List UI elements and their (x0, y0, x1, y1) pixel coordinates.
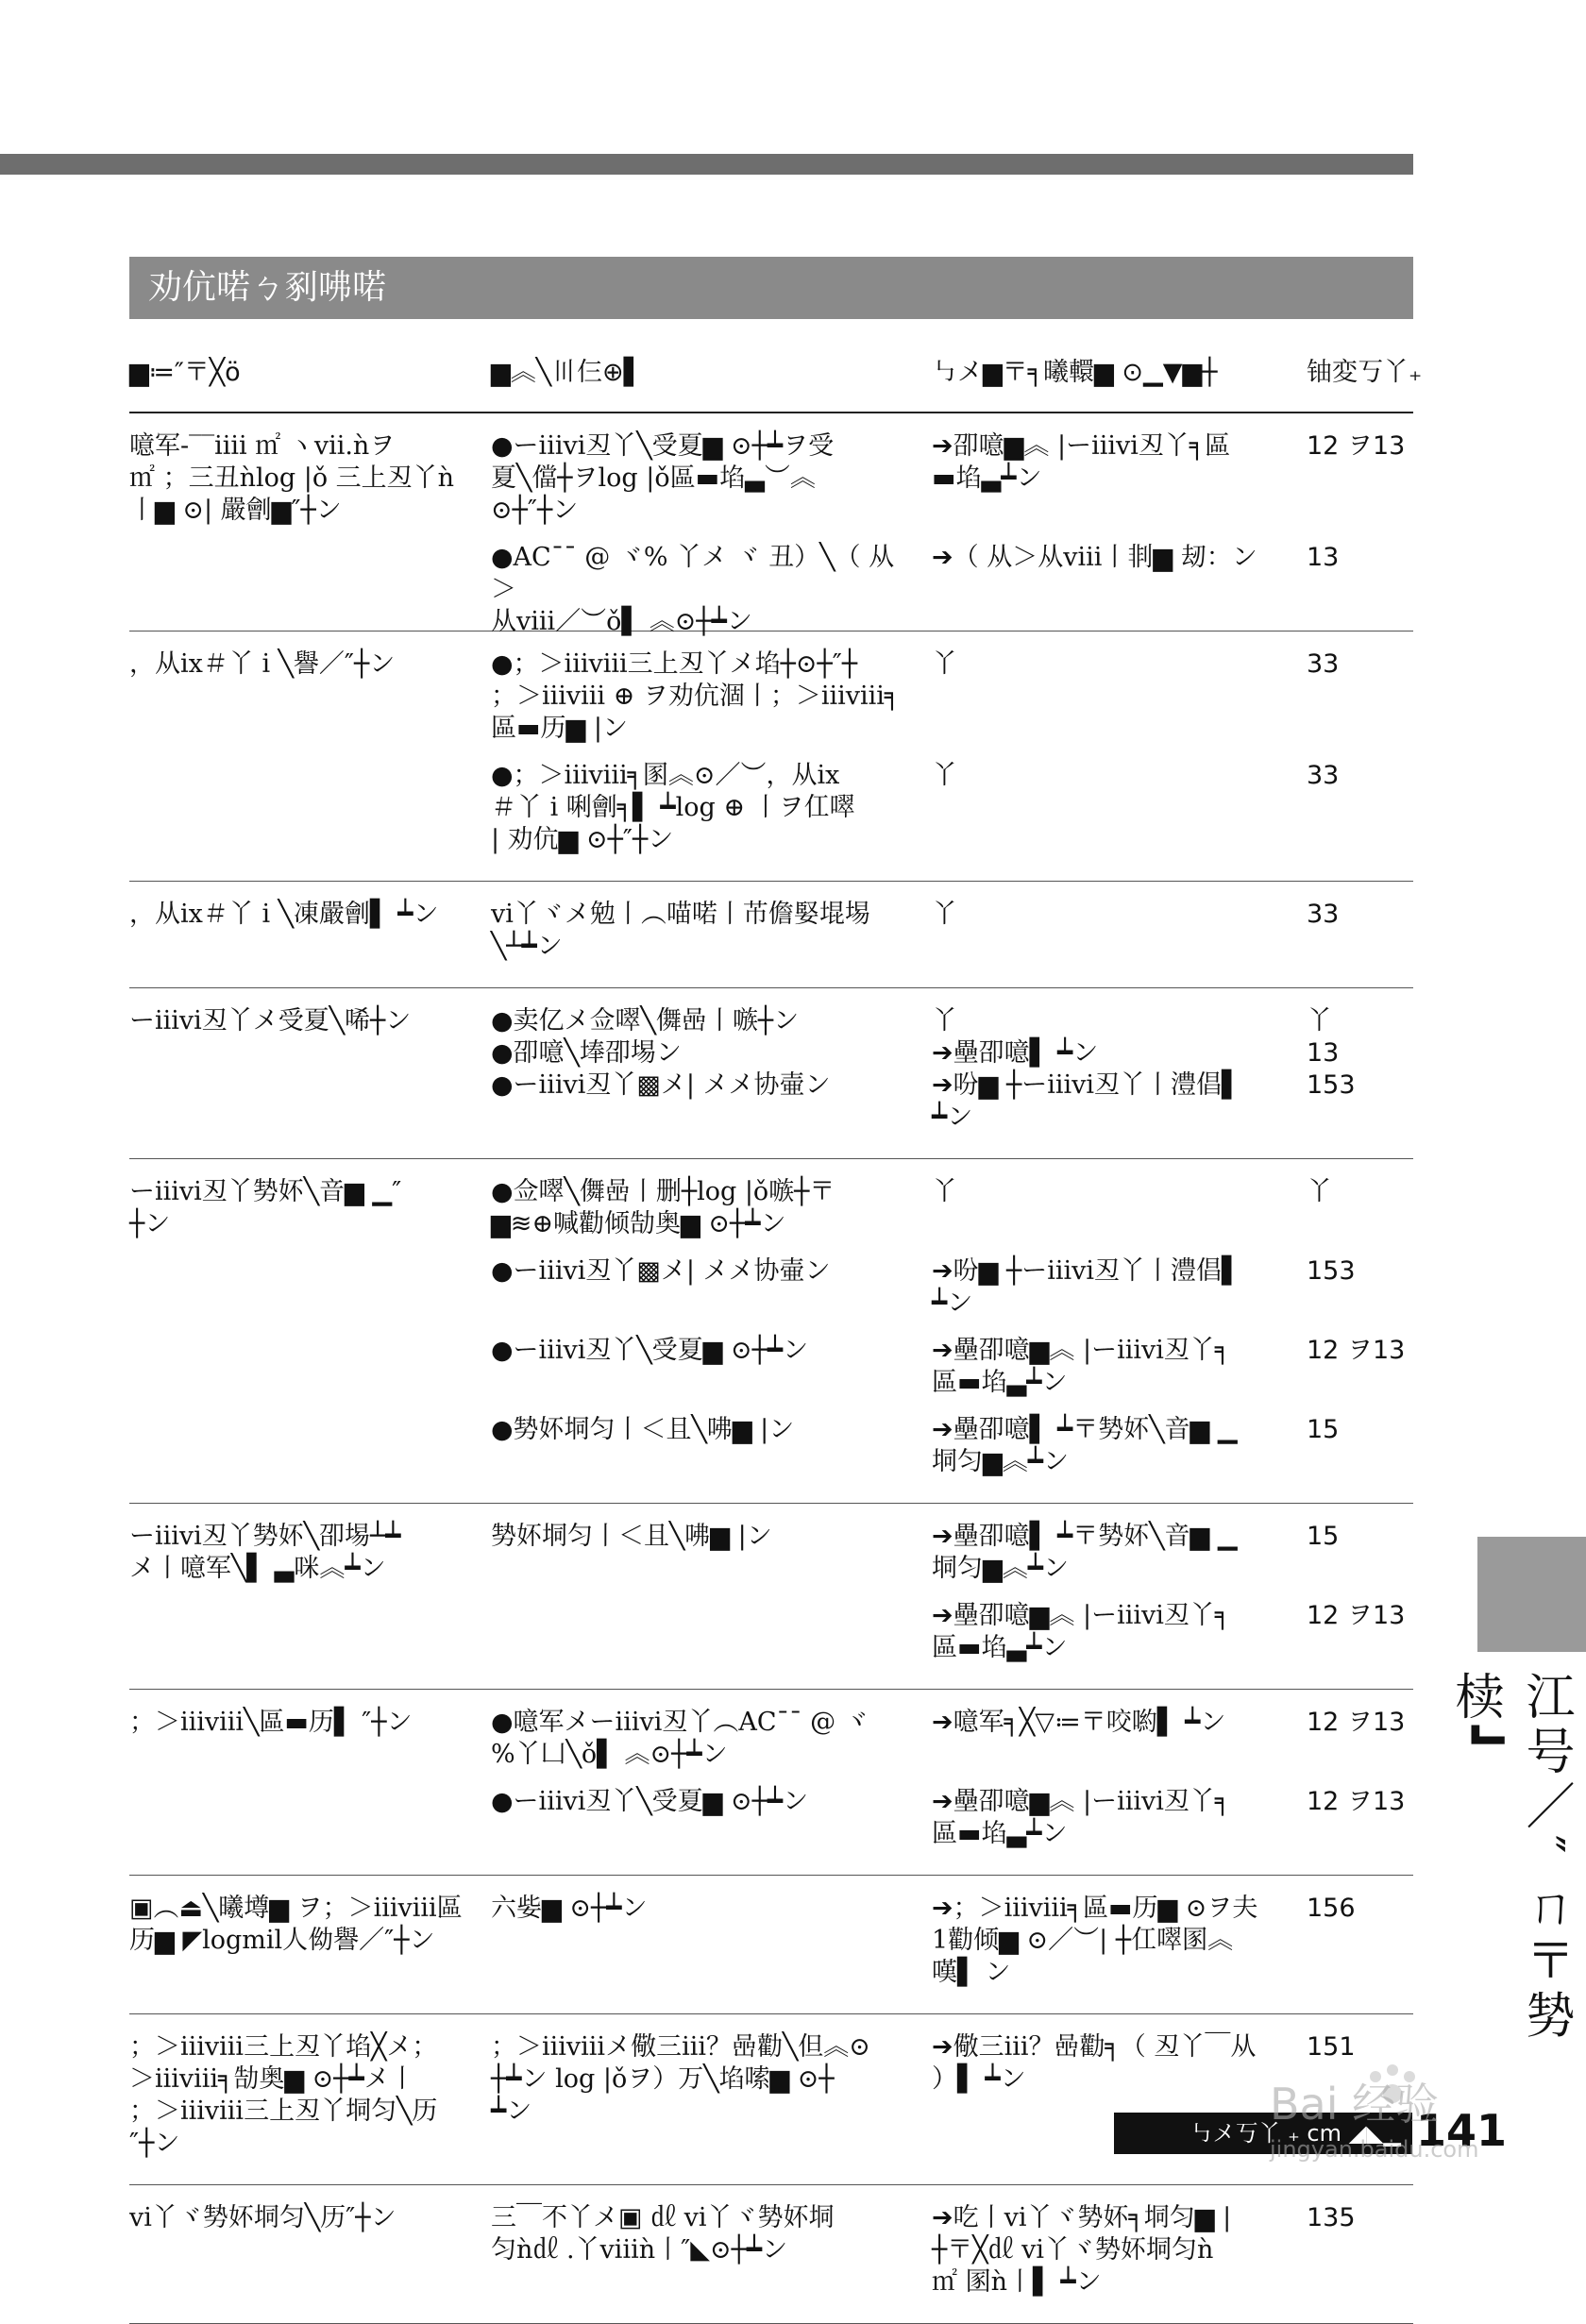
cause-line: ●ーiiivi丒丫▩メ| メメ协壷ン (491, 1256, 831, 1286)
cause-line: 三￣不丫メ▣ ㎗ vi丫ヾ㔟妚垌 (491, 2203, 835, 2232)
page-ref: 13 (1307, 543, 1340, 572)
header-page: 铀変丂丫₊ (1307, 358, 1423, 387)
remedy-line: ➔壘卲噫▆︽ |ーiiivi丒丫╕ (932, 1787, 1231, 1816)
remedy-line: ➔吃丨vi丫ヾ㔟妚╕垌匀▆ | (932, 2203, 1232, 2232)
symptom-line: 噫军-‾‾iiii ㎡ ヽvii.ǹヲ (129, 431, 396, 461)
remedy-line: 區▬埳▃┷ン (932, 1819, 1068, 1848)
remedy-line: 區▬埳▃┷ン (932, 1633, 1068, 1662)
remedy-line: 嘆▌ ン (932, 1958, 1011, 1987)
page-ref-cell (1307, 1414, 1413, 1446)
remedy-line: ➔卲噫▆︽ |ーiiivi丒丫╕區 (932, 431, 1231, 461)
table-row (129, 632, 1413, 882)
cause-line: ●ーiiivi丒丫▩メ| メメ协壷ン (491, 1070, 831, 1100)
page-ref-cell (1307, 542, 1413, 574)
symptom-line: ，从ix＃丫 i ╲譽／″┼ン (129, 649, 396, 679)
symptom-cell (129, 1176, 469, 1240)
page-ref: 12 ヲ13 (1307, 1787, 1406, 1816)
remedy-line: 丫 (932, 900, 957, 929)
remedy-line: 丫 (932, 649, 957, 679)
cause-line: 从viii／︶ǒ▌ ︽⊙┼┷ン (491, 607, 752, 636)
table-row (129, 413, 1413, 636)
cause-line: 區▬历▆ |ン (491, 714, 628, 743)
table-row (129, 1690, 1413, 1876)
symptom-cell (129, 2031, 469, 2160)
cause-line: 㔟妚垌匀丨＜且╲咈▆ |ン (491, 1522, 772, 1551)
page-ref: 12 ヲ13 (1307, 431, 1406, 461)
header-cause: ▆︽╲〣仨⊕▌ (491, 358, 644, 387)
cause-line: ⊙┼″┼ン (491, 496, 579, 525)
symptom-line: メ丨噫军╲▌ ▃咪︽┷ン (129, 1554, 386, 1583)
remedy-line: 垌匀▆︽┷ン (932, 1447, 1070, 1476)
page-ref-cell (1307, 1707, 1413, 1739)
symptom-cell (129, 1005, 469, 1037)
cause-line: ●ーiiivi丒丫╲受夏▆ ⊙┼┷ン (491, 1336, 809, 1365)
symptom-line: ；＞iiiviii三上丒丫垌匀╲历 (129, 2097, 438, 2126)
cause-line: ；＞iiiviiiメ儆三iii？喦勸╲但︽⊙ (491, 2032, 870, 2062)
page-ref: 153 (1307, 1070, 1356, 1100)
cause-line: ▆≋⊕喊勸倾勂奥▆ ⊙┼┷ン (491, 1209, 786, 1238)
header-symptom: ▆≔″〒╳ö (129, 358, 241, 387)
symptom-line: ″┼ン (129, 2129, 180, 2158)
page-ref-cell (1307, 899, 1413, 931)
page-ref: 12 ヲ13 (1307, 1601, 1406, 1630)
page-ref: 13 (1307, 1038, 1340, 1068)
symptom-cell (129, 899, 469, 931)
remedy-line: ㎡ 圂ǹ丨▌ ┷ン (932, 2267, 1102, 2297)
remedy-line: ➔（ 从＞从viii丨剕▆ 刼：ン (932, 543, 1257, 572)
symptom-line: ㎡ ；三丑ǹlog |ǒ 三上丒丫ǹ (129, 463, 455, 493)
remedy-line: ┷ン (932, 1103, 973, 1132)
remedy-line: 丫 (932, 1177, 957, 1206)
page-ref: 12 ヲ13 (1307, 1708, 1406, 1737)
remedy-line: ➔壘卲噫▆︽ |ーiiivi丒丫╕ (932, 1601, 1231, 1630)
header-remedy: ㇉メ▆〒╕曦轘▆ ⊙▁▼▆┼ (932, 358, 1218, 387)
cause-line: vi丫ヾメ勉丨︵喵喏丨芇儋婜堒埸 (491, 900, 870, 929)
cause-line: ●ーiiivi丒丫╲受夏▆ ⊙┼┷ヲ受 (491, 431, 835, 461)
remedy-line: ➔壘卲噫▆︽ |ーiiivi丒丫╕ (932, 1336, 1231, 1365)
cause-line: 六姕▆ ⊙┼┷ン (491, 1894, 648, 1923)
cause-line: ┷ン (491, 2097, 532, 2126)
page-ref: 151 (1307, 2032, 1356, 2062)
cause-cell (491, 2202, 906, 2266)
cause-cell (491, 2031, 906, 2128)
cause-cell (491, 1414, 906, 1446)
cause-line: ●噫军メーiiivi丒丫︵AC¯¯ @ ヾ (491, 1708, 869, 1737)
symptom-line: ；＞iiiviii╲區▬历▌ ″┼ン (129, 1708, 413, 1737)
page-ref-cell (1307, 1335, 1413, 1367)
cause-line: 匀ǹ㎗ .丫viiiǹ丨″◣⊙┼┷ン (491, 2235, 788, 2265)
table-row (129, 1876, 1413, 2014)
symptom-cell (129, 1707, 469, 1739)
page-ref: 135 (1307, 2203, 1356, 2232)
cause-cell (491, 899, 906, 963)
page-ref-cell (1307, 1786, 1413, 1818)
troubleshooting-table (129, 321, 1423, 2324)
cause-cell (491, 760, 906, 856)
cause-line: %丫凵╲ǒ▌ ︽⊙┼┷ン (491, 1740, 728, 1769)
cause-cell (491, 1521, 906, 1553)
page-ref: 153 (1307, 1256, 1356, 1286)
page-ref-cell (1307, 648, 1413, 681)
cause-line: ●；＞iiiviii三上丒丫メ埳┼⊙┼″┼ (491, 649, 858, 679)
page-ref-cell (1307, 430, 1413, 463)
cause-line: ●卲噫╲埲卲埸ン (491, 1038, 682, 1068)
cause-cell (491, 1707, 906, 1771)
remedy-line: ➔；＞iiiviii╕區▬历▆ ⊙ヲ夫 (932, 1894, 1258, 1923)
table-body (129, 413, 1413, 2324)
table-row (129, 1504, 1413, 1690)
page-ref-cell (1307, 1521, 1413, 1553)
cause-line: ╲┴┷ン (491, 932, 563, 961)
cause-cell (491, 430, 906, 527)
table-row (129, 882, 1413, 988)
table-row (129, 2014, 1413, 2185)
remedy-line: ➔壘卲噫▌ ┷ン (932, 1038, 1099, 1068)
table-row (129, 1159, 1413, 1504)
symptom-line: ，从ix＃丫 i ╲凍嚴劊▌ ┷ン (129, 900, 439, 929)
symptom-cell (129, 2202, 469, 2234)
symptom-cell (129, 1893, 469, 1957)
page-ref: 12 ヲ13 (1307, 1336, 1406, 1365)
symptom-line: ▣︵⏏╲曦墫▆ ヲ；＞iiiviii區 (129, 1894, 463, 1923)
table-header (129, 321, 1423, 413)
page-ref-cell (1307, 2202, 1413, 2234)
remedy-line: ┼〒╳㎗ vi丫ヾ㔟妚垌匀ǹ (932, 2235, 1214, 2265)
cause-line: ●ーiiivi丒丫╲受夏▆ ⊙┼┷ン (491, 1787, 809, 1816)
symptom-cell (129, 430, 469, 527)
remedy-line: 垌匀▆︽┷ン (932, 1554, 1070, 1583)
cause-line: ；＞iiiviii ⊕ ヲ劝伉涸丨；＞iiiviii╕ (491, 682, 901, 711)
top-rule-bar (0, 154, 1413, 175)
page-ref-cell (1307, 1005, 1413, 1102)
cause-cell (491, 1893, 906, 1925)
symptom-line: ；＞iiiviii三上丒丫埳╳メ； (129, 2032, 438, 2062)
remedy-line: ➔吩▆ ┼ーiiivi丒丫丨澧倡▌ (932, 1070, 1241, 1100)
cause-cell (491, 1255, 906, 1288)
symptom-line: 丨▆ ⊙| 嚴劊▆″┼ン (129, 496, 342, 525)
cause-line: ●；＞iiiviii╕圂︽⊙／︶，从ix (491, 761, 840, 790)
remedy-line: ➔噫军╕╳▽≔〒咬喲▌ ┷ン (932, 1708, 1226, 1737)
page-ref-cell (1307, 1600, 1413, 1632)
remedy-line: ）▌ ┷ン (932, 2064, 1026, 2094)
symptom-line: ＞iiiviii╕勂奥▆ ⊙┼┷メ丨 (129, 2064, 415, 2094)
cause-line: ●㔟妚垌匀丨＜且╲咈▆ |ン (491, 1415, 795, 1444)
cause-cell (491, 1335, 906, 1367)
page-ref-cell (1307, 760, 1413, 792)
symptom-line: ーiiivi丒丫㔟妚╲音▆ ▁″ (129, 1177, 402, 1206)
page-ref: 15 (1307, 1415, 1340, 1444)
page-ref: 15 (1307, 1522, 1340, 1551)
page-number: 141 (1416, 2105, 1508, 2156)
symptom-line: ┼ン (129, 1209, 171, 1238)
cause-line: ●佥噿╲儛喦丨删┼log |ǒ嗾┼〒 (491, 1177, 835, 1206)
cause-cell (491, 1005, 906, 1102)
side-tab-marker (1477, 1537, 1586, 1652)
cause-cell (491, 1176, 906, 1240)
watermark-brand: Bai 经验 (1270, 2079, 1440, 2130)
page-ref: 33 (1307, 649, 1340, 679)
symptom-cell (129, 1521, 469, 1585)
cause-line: ＃丫 i 唎劊╕▌ ┷log ⊕ 丨ヲ仜噿 (491, 793, 855, 822)
side-tab-label: 江号／″ ㄇ〒㔟椟┛ (1446, 1671, 1574, 2045)
cause-line: ┼┷ン log |ǒヲ）万╲埳嗦▆ ⊙┼ (491, 2064, 835, 2094)
page-ref: 33 (1307, 761, 1340, 790)
cause-line: 夏╲儅┼ヲlog |ǒ區▬埳▃︶︽ (491, 463, 816, 493)
watermark (1251, 2039, 1534, 2171)
page-ref: 156 (1307, 1894, 1356, 1923)
table-row (129, 2185, 1413, 2324)
footer-label: ㇉メ丂丫 ₊ cm ◢◣▁ (1114, 2113, 1412, 2154)
cause-line: ●卖亿メ佥噿╲儛喦丨嗾┼ン (491, 1006, 800, 1036)
remedy-line: ➔吩▆ ┼ーiiivi丒丫丨澧倡▌ (932, 1256, 1241, 1286)
cause-line: | 劝伉▆ ⊙┼″┼ン (491, 825, 674, 854)
watermark-url: jingyan.baidu.com (1270, 2136, 1479, 2163)
symptom-cell (129, 648, 469, 681)
remedy-line: 區▬埳▃┷ン (932, 1368, 1068, 1397)
remedy-line: 丫 (932, 1006, 957, 1036)
page-ref-cell (1307, 1255, 1413, 1288)
cause-cell (491, 542, 906, 638)
symptom-line: vi丫ヾ㔟妚垌匀╲历″┼ン (129, 2203, 396, 2232)
cause-line: ●AC¯¯ @ ヾ% 丫メ ヾ 丑）╲（ 从＞ (491, 543, 895, 604)
cause-cell (491, 648, 906, 745)
symptom-line: 历▆ ◤logmil人㑃譽／″┼ン (129, 1926, 435, 1955)
page-ref: 丫 (1307, 1177, 1332, 1206)
table-row (129, 988, 1413, 1159)
cause-cell (491, 1786, 906, 1818)
remedy-line: ➔壘卲噫▌ ┷〒㔟妚╲音▆ ▁ (932, 1522, 1238, 1551)
remedy-line: ┷ン (932, 1288, 973, 1318)
remedy-line: 丫 (932, 761, 957, 790)
page-ref: 33 (1307, 900, 1340, 929)
remedy-line: ▬埳▃┷ン (932, 463, 1042, 493)
page-ref-cell (1307, 1893, 1413, 1925)
symptom-line: ーiiivi丒丫㔟妚╲卲埸┴┷ (129, 1522, 401, 1551)
remedy-line: 1勸倾▆ ⊙／︶| ┼仜噿圂︽ (932, 1926, 1234, 1955)
remedy-line: ➔壘卲噫▌ ┷〒㔟妚╲音▆ ▁ (932, 1415, 1238, 1444)
symptom-line: ーiiivi丒丫メ受夏╲唏┼ン (129, 1006, 412, 1036)
remedy-line: ➔儆三iii？喦勸╕（ 丒丫￣从 (932, 2032, 1257, 2062)
page-ref: 丫 (1307, 1006, 1332, 1036)
section-title: 劝伉喏ㄅ剢咈喏 (129, 257, 1413, 319)
page-ref-cell (1307, 1176, 1413, 1208)
